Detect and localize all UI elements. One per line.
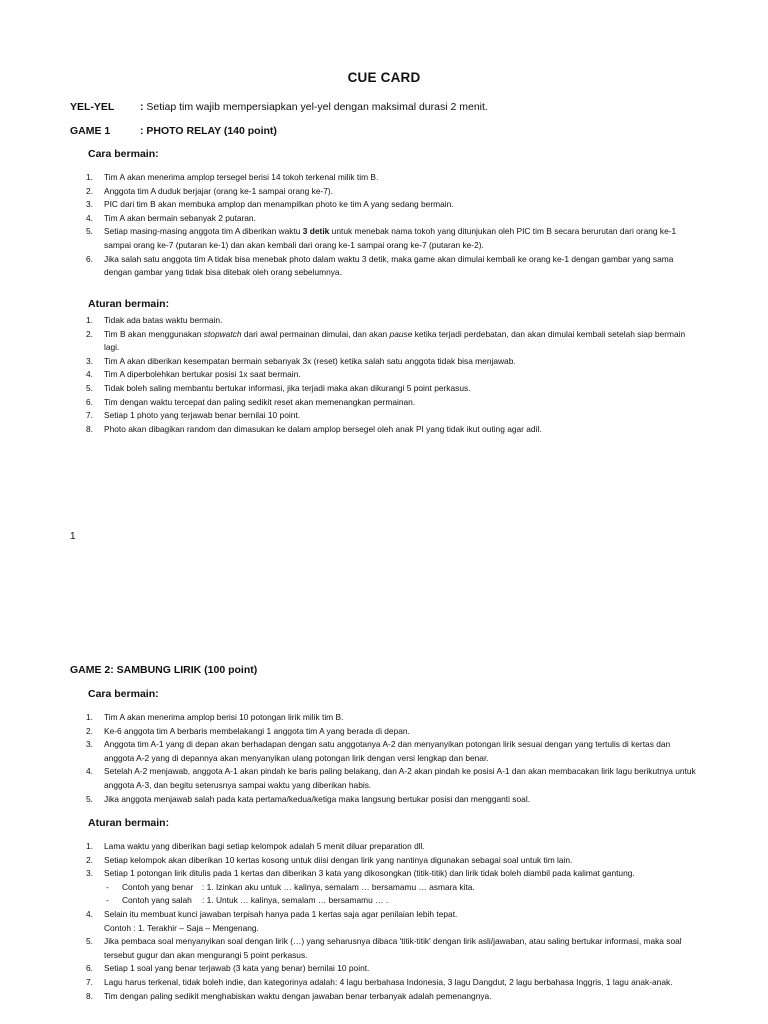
list-item: 2. Ke-6 anggota tim A berbaris membelakangi 1 anggota tim A yang berada di depan. [86, 725, 410, 736]
list-item: 2. Anggota tim A duduk berjajar (orang ke-1 sampai orang ke-7). [86, 185, 334, 196]
answer-key-example: Contoh : 1. Terakhir – Saja – Mengenang. [104, 922, 259, 933]
page-number: 1 [70, 531, 76, 542]
game1-separator: : [140, 125, 144, 137]
game2-title: GAME 2: SAMBUNG LIRIK (100 point) [70, 664, 258, 676]
game1-label: GAME 1 [70, 125, 111, 137]
list-item: 4. Tim A diperbolehkan bertukar posisi 1x saat bermain. [86, 369, 301, 380]
game1-cara-heading: Cara bermain: [88, 148, 159, 160]
game1-row [70, 125, 277, 137]
game1-aturan-list [70, 314, 702, 436]
list-item: 6. Setiap 1 soal yang benar terjawab (3 kata yang benar) bernilai 10 point. [86, 963, 370, 974]
list-item: 6. Tim dengan waktu tercepat dan paling sedikit reset akan memenangkan permainan. [86, 396, 416, 407]
list-item: 4. Setelah A-2 menjawab, anggota A-1 akan pindah ke baris paling belakang, dan A-2 akan pindah ke posisi A-1 dan akan membacakan lirik lagu berikutnya untuk anggota A-3, dan begitu seterusnya sampai waktu yang diberikan habis. [86, 766, 696, 790]
list-item: 4. Tim A akan bermain sebanyak 2 putaran. [86, 212, 256, 223]
yel-yel-separator: : [140, 101, 144, 113]
list-item: 6. Jika salah satu anggota tim A tidak bisa menebak photo dalam waktu 3 detik, maka game akan dimulai kembali ke orang ke-1 dengan gambar yang sama dengan gambar yang tidak bisa ditebak oleh orang sebelumnya. [86, 253, 674, 278]
yel-yel-text: Setiap tim wajib mempersiapkan yel-yel dengan maksimal durasi 2 menit. [146, 101, 488, 113]
list-item: 1. Tim A akan menerima amplop tersegel berisi 14 tokoh terkenal milik tim B. [86, 172, 379, 182]
list-item: 2. Tim B akan menggunakan stopwatch dari awal permainan dimulai, dan akan pause ketika terjadi perdebatan, dan akan dimulai kembali setelah siap bermain lagi. [86, 328, 686, 353]
list-item: 3. Anggota tim A-1 yang di depan akan berhadapan dengan satu anggotanya A-2 dan menyanyikan potongan lirik sesuai dengan yang tertulis di kertas dan anggota A-2 yang di depannya akan menyanyikan ulang potongan lirik dengan versi lengkap dan benar. [86, 739, 671, 763]
list-item: 4. Selain itu membuat kunci jawaban terpisah hanya pada 1 kertas saja agar penilaian lebih tepat. Contoh : 1. Terakhir – Saja – Mengenang. [70, 908, 702, 935]
yel-yel-label: YEL-YEL [70, 101, 115, 113]
list-item: 3. Setiap 1 potongan lirik ditulis pada 1 kertas dan diberikan 3 kata yang dikosongkan (titik-titik) dan lirik tidak boleh diambil pada kalimat gantung. - Contoh yang benar : 1. Izinkan aku untuk … kalinya, semalam … bersamamu … asmara kita. - Contoh yang salah : 1. Untuk … kalinya, semalam … bersamamu … . [70, 867, 702, 908]
list-item: 5. Setiap masing-masing anggota tim A diberikan waktu 3 detik untuk menebak nama tokoh yang ditunjukan oleh PIC tim B secara berurutan dari orang ke-1 sampai orang ke-7 (putaran ke-1) dan akan kembali dari orang ke-1 sampai orang ke-7 (putaran ke-2). [86, 226, 677, 250]
list-item: 7. Setiap 1 photo yang terjawab benar bernilai 10 point. [86, 410, 301, 421]
list-item: 3. PIC dari tim B akan membuka amplop dan menampilkan photo ke tim A yang sedang bermain. [86, 199, 454, 210]
list-item: 7. Lagu harus terkenal, tidak boleh indie, dan kategorinya adalah: 4 lagu berbahasa Indonesia, 3 lagu Dangdut, 2 lagu berbahasa Inggris, 1 lagu anak-anak. [86, 976, 673, 987]
yel-yel-row [70, 101, 488, 113]
list-item: 5. Jika pembaca soal menyanyikan soal dengan lirik (…) yang seharusnya dibaca 'titik-titik' dengan lirik asli/jawaban, atau saling bertukar informasi, maka soal tersebut gugur dan akan mengurangi 5 point perkasus. [86, 936, 682, 960]
list-item: 5. Jika anggota menjawab salah pada kata pertama/kedua/ketiga maka langsung bertukar posisi dan mengganti soal. [86, 793, 531, 804]
game1-aturan-heading: Aturan bermain: [88, 298, 170, 310]
game2-aturan-list [70, 840, 702, 1003]
list-item: 1. Tidak ada batas waktu bermain. [86, 315, 223, 325]
game1-cara-list [70, 171, 702, 280]
list-item: 8. Tim dengan paling sedikit menghabiskan waktu dengan jawaban benar terbanyak adalah pemenangnya. [86, 990, 492, 1001]
example-correct: - Contoh yang benar : 1. Izinkan aku untuk … kalinya, semalam … bersamamu … asmara kita. [106, 881, 475, 892]
game2-aturan-heading: Aturan bermain: [88, 817, 170, 829]
game2-cara-heading: Cara bermain: [88, 688, 159, 700]
list-item: 3. Tim A akan diberikan kesempatan bermain sebanyak 3x (reset) ketika salah satu anggota tidak bisa menjawab. [86, 355, 516, 366]
page-title: CUE CARD [347, 70, 421, 85]
list-item: 1. Lama waktu yang diberikan bagi setiap kelompok adalah 5 menit diluar preparation dll. [86, 841, 425, 851]
game2-cara-list [70, 711, 702, 806]
example-wrong: - Contoh yang salah : 1. Untuk … kalinya, semalam … bersamamu … . [106, 895, 389, 906]
list-item: 1. Tim A akan menerima amplop berisi 10 potongan lirik milik tim B. [86, 712, 344, 722]
list-item: 8. Photo akan dibagikan random dan dimasukan ke dalam amplop bersegel oleh anak PI yang tidak ikut outing agar adil. [86, 423, 542, 434]
game1-title: PHOTO RELAY (140 point) [146, 125, 277, 137]
list-item: 5. Tidak boleh saling membantu bertukar informasi, jika terjadi maka akan dikurangi 5 point perkasus. [86, 382, 471, 393]
list-item: 2. Setiap kelompok akan diberikan 10 kertas kosong untuk diisi dengan lirik yang nantinya digunakan sebagai soal untuk tim lain. [86, 854, 573, 865]
